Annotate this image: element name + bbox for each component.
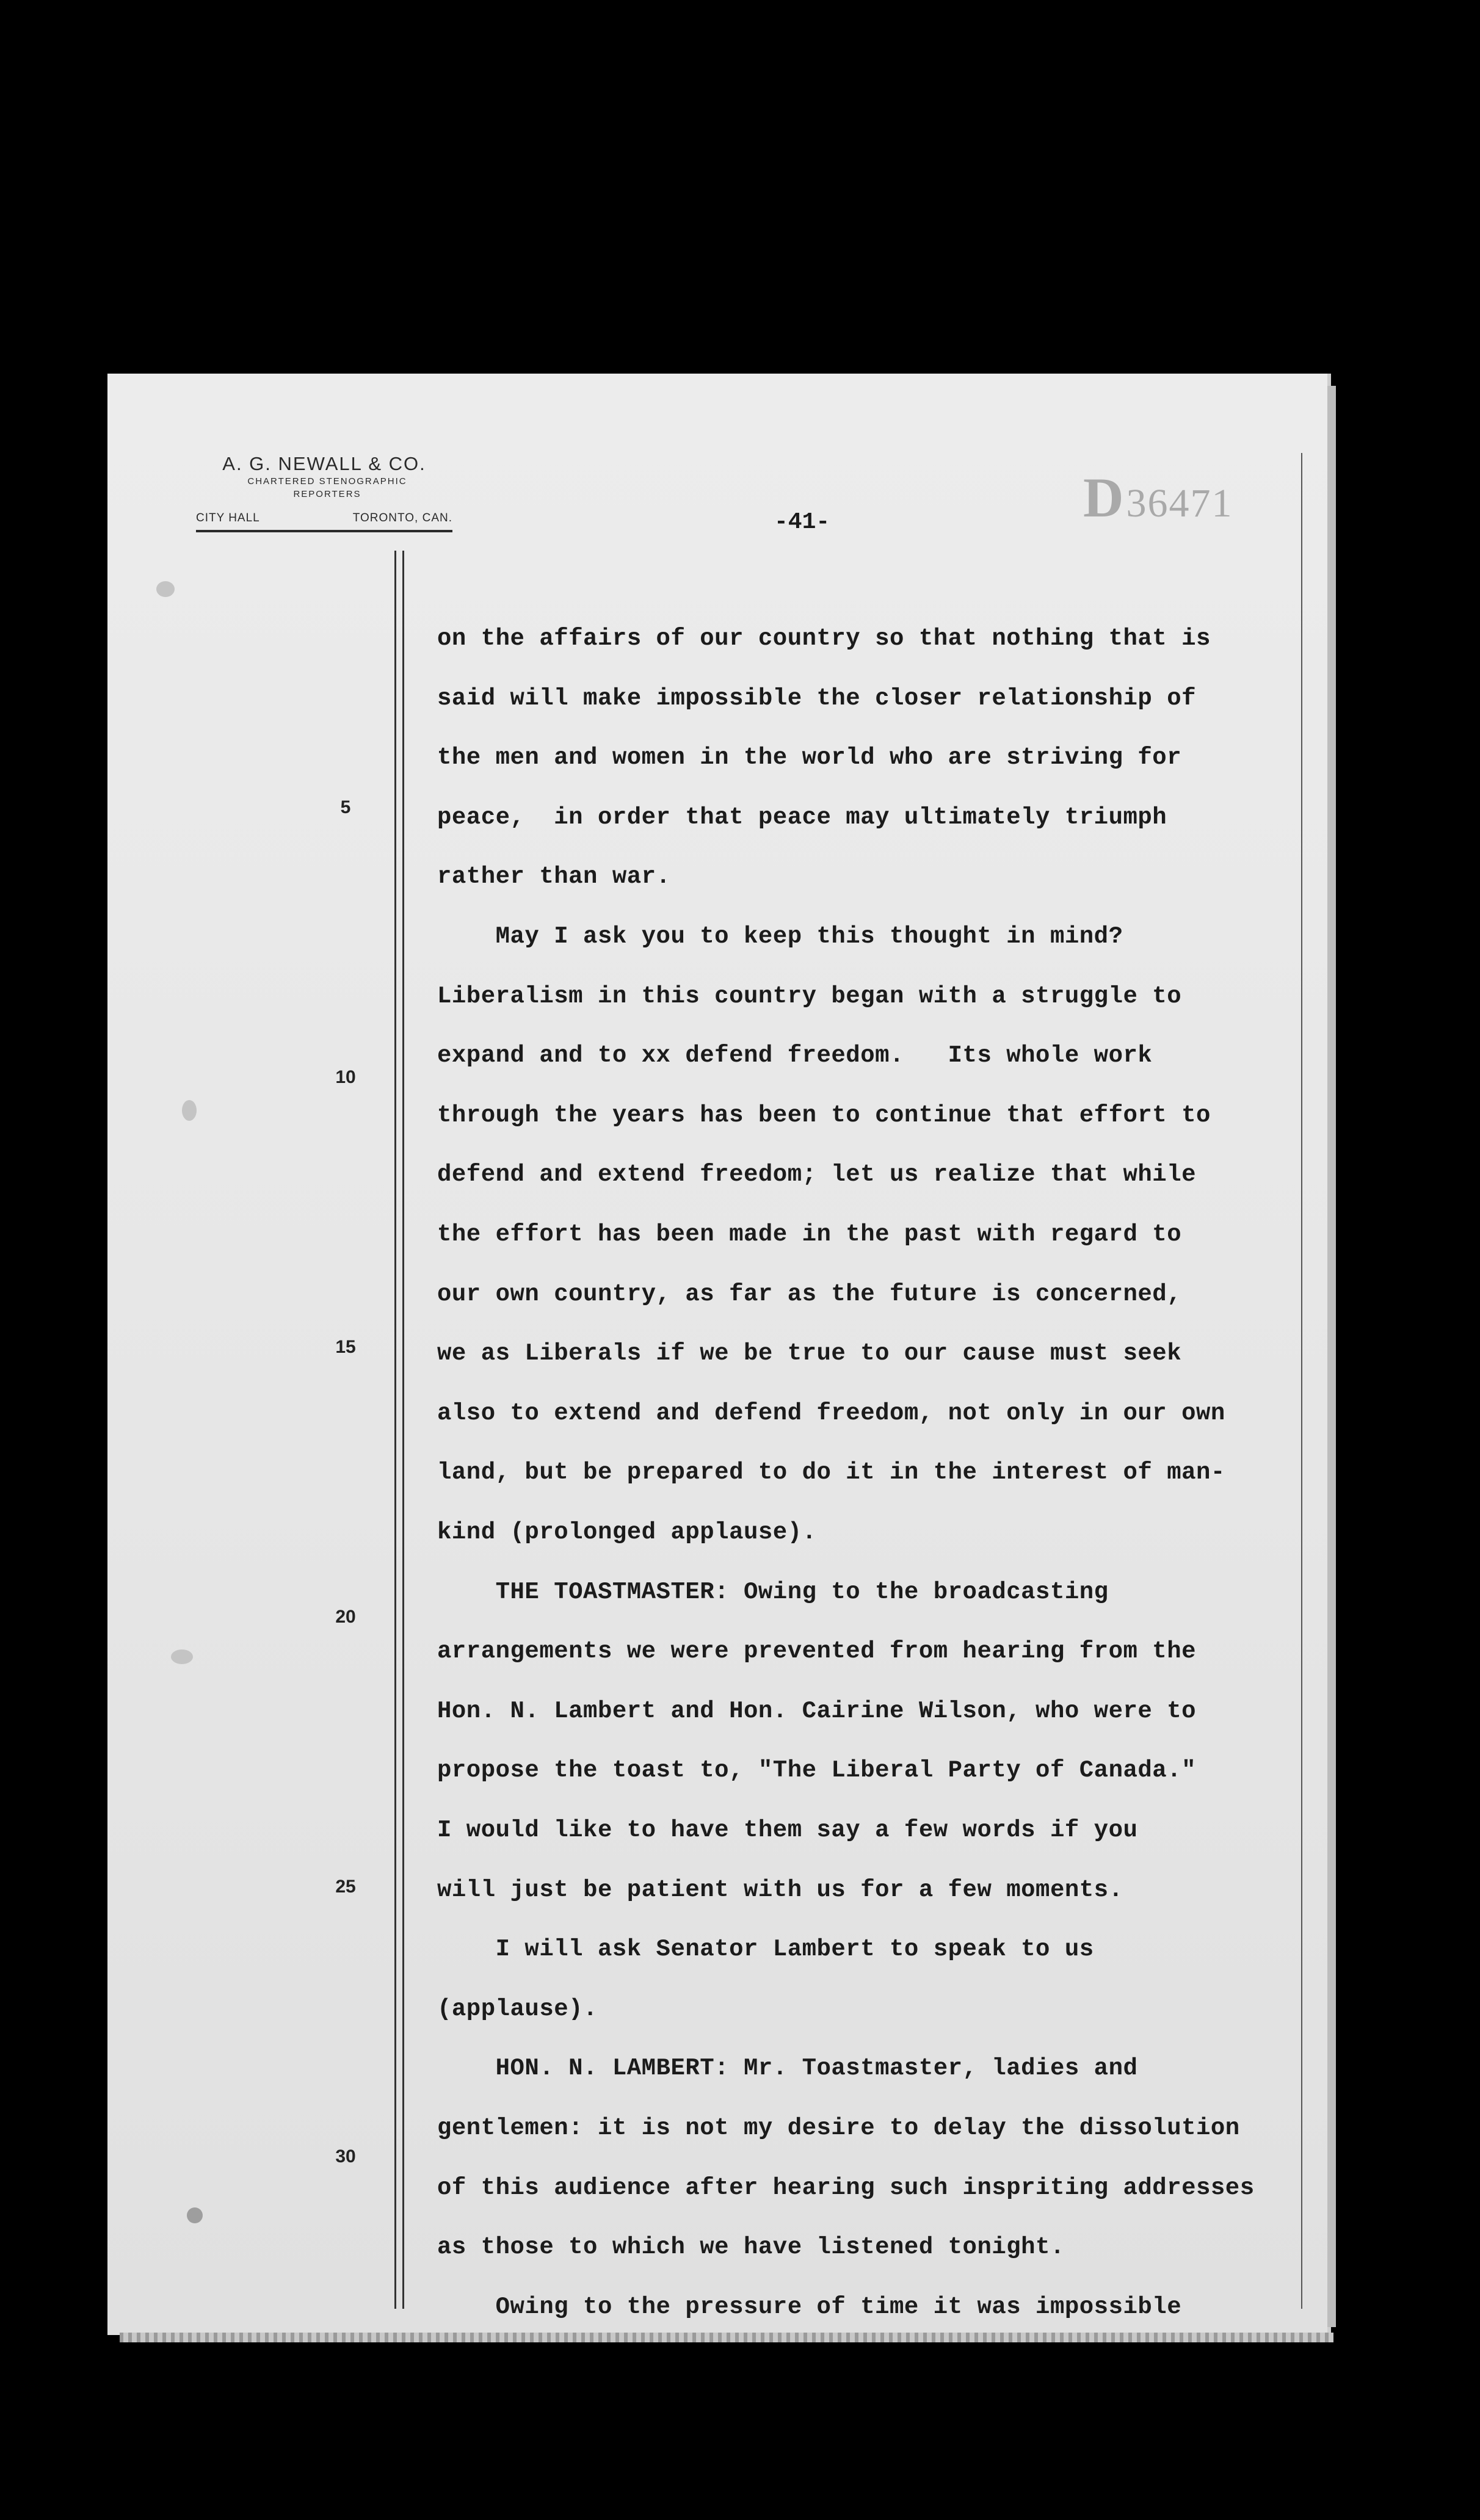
document-id-prefix: D [1083, 466, 1124, 529]
line-number: 15 [335, 1337, 356, 1357]
line-number: 20 [335, 1607, 356, 1627]
right-margin-rule [1301, 453, 1302, 2309]
transcript-line: defend and extend freedom; let us realize that while [437, 1161, 1196, 1189]
transcript-line: gentlemen: it is not my desire to delay the dissolution [437, 2115, 1240, 2142]
transcript-line: THE TOASTMASTER: Owing to the broadcasting [437, 1578, 1109, 1606]
transcript-line: rather than war. [437, 863, 671, 891]
transcript-line: propose the toast to, "The Liberal Party of Canada." [437, 1757, 1196, 1784]
transcript-line: said will make impossible the closer relationship of [437, 684, 1196, 712]
transcript-line: Liberalism in this country began with a struggle to [437, 982, 1182, 1010]
transcript-line: arrangements we were prevented from hearing from the [437, 1638, 1196, 1665]
transcript-line: of this audience after hearing such inspriting addresses [437, 2174, 1255, 2201]
transcript-line: our own country, as far as the future is concerned, [437, 1280, 1182, 1308]
letterhead-location-right: TORONTO, CAN. [352, 512, 452, 524]
letterhead-subtitle: REPORTERS [293, 489, 361, 499]
page-edge [1327, 386, 1336, 2327]
letterhead [196, 453, 452, 532]
line-number: 30 [335, 2146, 356, 2167]
transcript-line: May I ask you to keep this thought in mind? [437, 923, 1123, 950]
transcript-line: I will ask Senator Lambert to speak to us [437, 1936, 1094, 1963]
paper-blemish [156, 581, 175, 597]
page-number: -41- [774, 509, 830, 535]
transcript-line: peace, in order that peace may ultimately triumph [437, 803, 1167, 831]
transcript-line: Hon. N. Lambert and Hon. Cairine Wilson, who were to [437, 1697, 1196, 1725]
document-id-stamp [1083, 465, 1233, 530]
transcript-line: the effort has been made in the past with regard to [437, 1221, 1182, 1248]
document-id-number: 36471 [1126, 481, 1233, 526]
page-edge-bottom [120, 2333, 1333, 2342]
transcript-line: I would like to have them say a few words if you [437, 1817, 1138, 1844]
transcript-line: expand and to xx defend freedom. Its whole work [437, 1042, 1153, 1070]
paper-blemish [187, 2207, 203, 2223]
document-page [107, 374, 1327, 2335]
letterhead-subtitle: CHARTERED STENOGRAPHIC [247, 476, 407, 487]
transcript-line: on the affairs of our country so that nothing that is [437, 625, 1211, 652]
transcript-line: will just be patient with us for a few moments. [437, 1876, 1123, 1903]
transcript-line: Owing to the pressure of time it was impossible [437, 2293, 1182, 2320]
letterhead-location-left: CITY HALL [196, 512, 260, 524]
transcript-line: also to extend and defend freedom, not only in our own [437, 1399, 1225, 1427]
paper-blemish [182, 1100, 197, 1121]
transcript-line: (applause). [437, 1995, 598, 2022]
line-number: 5 [340, 797, 351, 817]
line-number: 10 [335, 1067, 356, 1087]
letterhead-company: A. G. NEWALL & CO. [222, 453, 426, 474]
transcript-line: as those to which we have listened tonight. [437, 2234, 1065, 2261]
left-margin-rule [394, 551, 404, 2309]
paper-blemish [171, 1649, 193, 1664]
line-number: 25 [335, 1877, 356, 1897]
transcript-line: HON. N. LAMBERT: Mr. Toastmaster, ladies and [437, 2055, 1138, 2082]
transcript-line: kind (prolonged applause). [437, 1519, 817, 1546]
transcript-line: land, but be prepared to do it in the interest of man- [437, 1459, 1225, 1486]
transcript-line: the men and women in the world who are striving for [437, 744, 1182, 772]
letterhead-location [196, 512, 452, 532]
transcript-line: we as Liberals if we be true to our cause must seek [437, 1340, 1182, 1367]
transcript-line: through the years has been to continue that effort to [437, 1101, 1211, 1129]
